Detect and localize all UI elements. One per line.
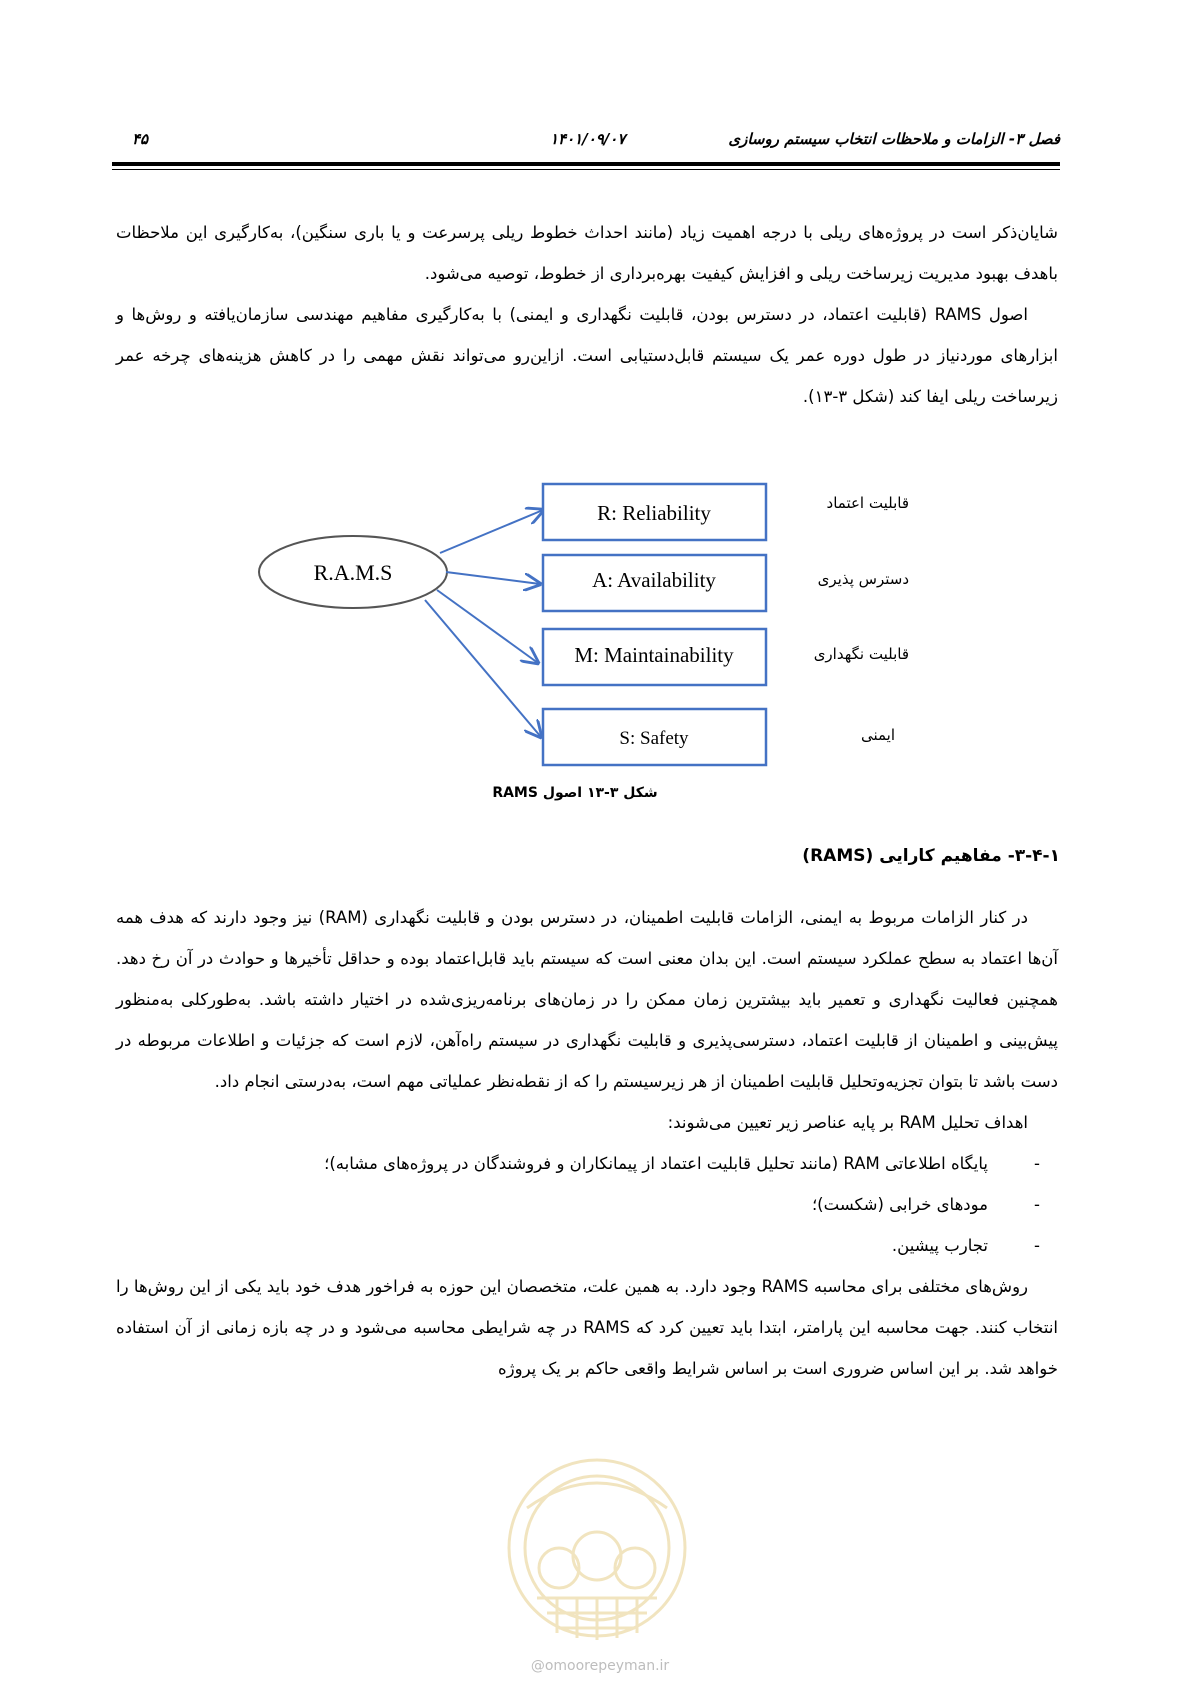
bullet-marker: - — [1034, 1195, 1040, 1214]
fa-label-maintainability: قابلیت نگهداری — [813, 645, 909, 663]
section-paragraph-1: در کنار الزامات مربوط به ایمنی، الزامات قابلیت اطمینان، در دسترس بودن و قابلیت نگهداری (RAM) نیز وجود دارند که هدف همه آن‌ها اعتماد به سطح عملکرد سیستم است. این بدان معنی است که سیستم باید قابل‌اعتماد بوده و حداقل تأخیرها و حوادث در آن رخ دهد. همچنین فعالیت نگهداری و تعمیر باید بیشترین زمان ممکن را در زمان‌های برنامه‌ریزی‌شده در اختیار داشته باشد. به‌طورکلی به‌منظور پیش‌بینی و اطمینان از قابلیت اعتماد، دسترسی‌پذیری و قابلیت نگهداری در سیستم راه‌آهن، لازم است که جزئیات و اطلاعات مربوطه در دست باشد تا بتوان تجزیه‌وتحلیل قابلیت اطمینان از هر زیرسیستم را که از نقطه‌نظر عملیاتی مهم است، به‌درستی انجام داد. — [116, 908, 1058, 1091]
page-number: ۴۵ — [132, 130, 149, 148]
watermark-logo — [497, 1448, 697, 1663]
bullet-text-3: تجارب پیشین. — [891, 1236, 988, 1255]
watermark-site: @omoorepeyman.ir — [530, 1658, 670, 1674]
section-paragraph-2: اهداف تحلیل RAM بر پایه عناصر زیر تعیین می‌شوند: — [667, 1113, 1028, 1132]
list-item — [116, 1184, 1058, 1225]
intro-paragraph-2: اصول RAMS (قابلیت اعتماد، در دسترس بودن، قابلیت نگهداری و ایمنی) با به‌کارگیری مفاهیم مهندسی سازمان‌یافته و روش‌ها و ابزارهای موردنیاز در طول دوره عمر یک سیستم قابل‌دستیابی است. ازاین‌رو می‌تواند نقش مهمی را در کاهش هزینه‌های چرخه عمر زیرساخت ریلی ایفا کند (شکل ۳-۱۳). — [116, 305, 1058, 406]
figure-caption: شکل ۳-۱۳ اصول RAMS — [492, 785, 658, 801]
arrow-safety — [425, 600, 541, 737]
section-heading: ۳-۴-۱- مفاهیم کارایی (RAMS) — [802, 846, 1060, 866]
fa-label-availability: دسترس پذیری — [817, 570, 909, 588]
list-item — [116, 1225, 1058, 1266]
bullet-marker: - — [1034, 1154, 1040, 1173]
bullet-text-2: مودهای خرابی (شکست)؛ — [811, 1195, 988, 1214]
intro-paragraph-1: شایان‌ذکر است در پروژه‌های ریلی با درجه اهمیت زیاد (مانند احداث خطوط ریلی پرسرعت و یا باری سنگین)، به‌کارگیری این ملاحظات باهدف بهبود مدیریت زیرساخت ریلی و افزایش کیفیت بهره‌برداری از خطوط، توصیه می‌شود. — [116, 223, 1058, 283]
box-maintainability-label: M: Maintainability — [574, 643, 734, 667]
arrow-maintainability — [437, 590, 538, 663]
fa-label-reliability: قابلیت اعتماد — [826, 494, 909, 512]
bullet-text-1: پایگاه اطلاعاتی RAM (مانند تحلیل قابلیت اعتماد از پیمانکاران و فروشندگان در پروژه‌های مشابه)؛ — [324, 1154, 988, 1173]
list-item — [116, 1143, 1058, 1184]
rams-center-label: R.A.M.S — [313, 560, 393, 585]
arrow-reliability — [440, 510, 543, 553]
arrow-availability — [446, 572, 540, 584]
fa-label-safety: ایمنی — [860, 726, 895, 744]
box-reliability-label: R: Reliability — [597, 501, 711, 525]
rams-diagram — [0, 0, 1191, 780]
section-paragraph-3: روش‌های مختلفی برای محاسبه RAMS وجود دارد. به همین علت، متخصصان این حوزه به فراخور هدف خود باید یکی از این روش‌ها را انتخاب کنند. جهت محاسبه این پارامتر، ابتدا باید تعیین کرد که RAMS در چه شرایطی محاسبه می‌شود و در چه بازه زمانی از آن استفاده خواهد شد. بر این اساس ضروری است بر اساس شرایط واقعی حاکم بر یک پروژه — [116, 1277, 1058, 1378]
box-safety-label: S: Safety — [619, 728, 689, 749]
section-text — [116, 897, 1058, 1389]
chapter-title: فصل ۳- الزامات و ملاحظات انتخاب سیستم روسازی — [728, 130, 1060, 148]
header-date: ۱۴۰۱/۰۹/۰۷ — [550, 130, 626, 148]
box-availability-label: A: Availability — [592, 568, 716, 592]
bullet-marker: - — [1034, 1236, 1040, 1255]
